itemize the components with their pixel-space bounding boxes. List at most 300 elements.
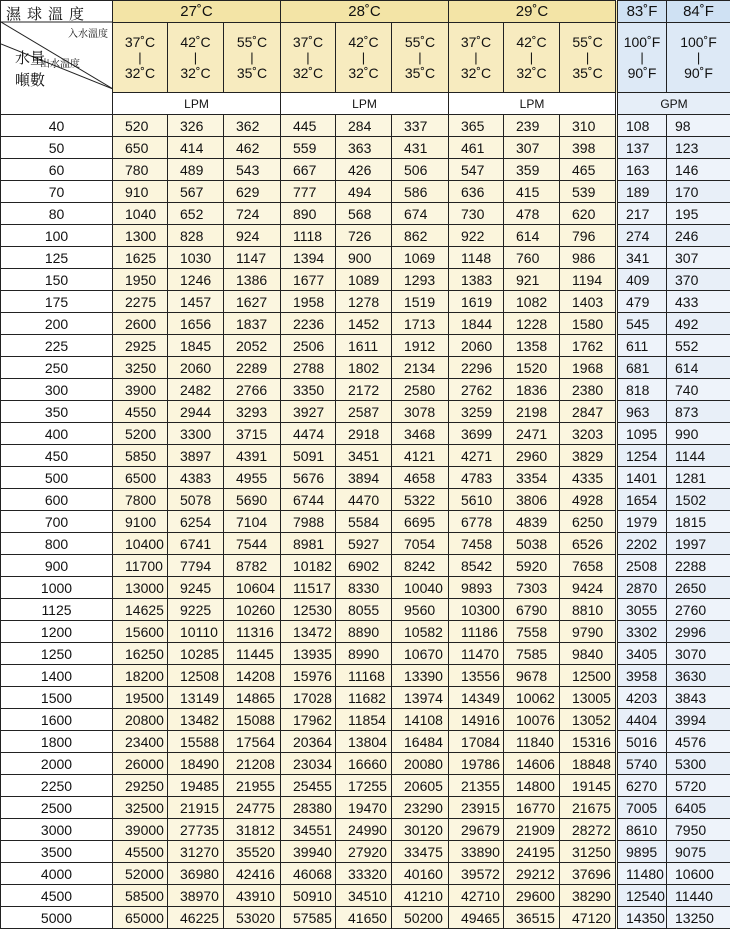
flow-cell: 12508: [168, 665, 224, 687]
flow-cell: 1147: [224, 247, 281, 269]
table-row: [1, 467, 730, 489]
tonnage-cell: 500: [1, 467, 113, 489]
flow-cell: 724: [224, 203, 281, 225]
table-row: [1, 665, 730, 687]
flow-cell: 14625: [113, 599, 168, 621]
temp-header-29c: 29˚C: [449, 1, 617, 23]
table-row: [1, 555, 730, 577]
flow-cell: 146: [667, 159, 730, 181]
flow-cell: 65000: [113, 907, 168, 929]
inlet-outlet-cell: [617, 23, 667, 93]
flow-cell: 34510: [336, 885, 392, 907]
flow-cell: 5200: [113, 423, 168, 445]
unit-lpm-29: LPM: [449, 93, 617, 115]
flow-cell: 4404: [617, 709, 667, 731]
table-row: [1, 907, 730, 929]
flow-cell: 21955: [224, 775, 281, 797]
flow-cell: 1069: [392, 247, 449, 269]
flow-cell: 16250: [113, 643, 168, 665]
flow-cell: 1619: [449, 291, 504, 313]
outlet-temp: 35˚C: [560, 65, 615, 82]
flow-cell: 13149: [168, 687, 224, 709]
flow-cell: 543: [224, 159, 281, 181]
flow-cell: 28380: [281, 797, 336, 819]
flow-cell: 40160: [392, 863, 449, 885]
flow-cell: 990: [667, 423, 730, 445]
flow-cell: 1148: [449, 247, 504, 269]
flow-cell: 1228: [504, 313, 560, 335]
flow-cell: 10040: [392, 577, 449, 599]
flow-cell: 567: [168, 181, 224, 203]
tonnage-cell: 1250: [1, 643, 113, 665]
outlet-temp: 32˚C: [281, 65, 335, 82]
flow-cell: 10582: [392, 621, 449, 643]
outlet-temp: 35˚C: [392, 65, 448, 82]
inlet-outlet-cell: [113, 23, 168, 93]
flow-cell: 31270: [168, 841, 224, 863]
inlet-outlet-cell: [449, 23, 504, 93]
flow-cell: 4391: [224, 445, 281, 467]
flow-cell: 12540: [617, 885, 667, 907]
flow-cell: 39000: [113, 819, 168, 841]
tonnage-cell: 900: [1, 555, 113, 577]
tonnage-cell: 3500: [1, 841, 113, 863]
flow-cell: 9840: [560, 643, 617, 665]
outlet-temp: 32˚C: [168, 65, 223, 82]
flow-cell: 4550: [113, 401, 168, 423]
flow-cell: 2847: [560, 401, 617, 423]
flow-cell: 2918: [336, 423, 392, 445]
flow-cell: 57585: [281, 907, 336, 929]
flow-cell: 1095: [617, 423, 667, 445]
flow-cell: 53020: [224, 907, 281, 929]
flow-cell: 29679: [449, 819, 504, 841]
tonnage-cell: 250: [1, 357, 113, 379]
flow-cell: 650: [113, 137, 168, 159]
flow-cell: 7005: [617, 797, 667, 819]
flow-cell: 2766: [224, 379, 281, 401]
flow-cell: 7458: [449, 533, 504, 555]
flow-cell: 1118: [281, 225, 336, 247]
flow-cell: 552: [667, 335, 730, 357]
flow-cell: 3806: [504, 489, 560, 511]
flow-cell: 445: [281, 115, 336, 137]
flow-cell: 14606: [504, 753, 560, 775]
flow-cell: 11316: [224, 621, 281, 643]
flow-cell: 50910: [281, 885, 336, 907]
flow-cell: 10110: [168, 621, 224, 643]
tonnage-cell: 1000: [1, 577, 113, 599]
flow-cell: 239: [504, 115, 560, 137]
flow-cell: 363: [336, 137, 392, 159]
flow-cell: 7054: [392, 533, 449, 555]
tonnage-cell: 300: [1, 379, 113, 401]
inlet-temp-label: 入水溫度: [68, 25, 108, 40]
flow-cell: 3354: [504, 467, 560, 489]
tonnage-cell: 350: [1, 401, 113, 423]
flow-cell: 28272: [560, 819, 617, 841]
flow-cell: 43910: [224, 885, 281, 907]
flow-cell: 14108: [392, 709, 449, 731]
table-row: [1, 511, 730, 533]
flow-cell: 23915: [449, 797, 504, 819]
tonnage-cell: 3000: [1, 819, 113, 841]
flow-cell: 9893: [449, 577, 504, 599]
flow-cell: 2198: [504, 401, 560, 423]
flow-cell: 2275: [113, 291, 168, 313]
flow-cell: 667: [281, 159, 336, 181]
flow-cell: 13935: [281, 643, 336, 665]
flow-cell: 370: [667, 269, 730, 291]
flow-cell: 873: [667, 401, 730, 423]
flow-cell: 3055: [617, 599, 667, 621]
flow-cell: 4203: [617, 687, 667, 709]
inlet-temp: 42˚C: [168, 34, 223, 51]
flow-cell: 11682: [336, 687, 392, 709]
flow-cell: 11168: [336, 665, 392, 687]
flow-cell: 14208: [224, 665, 281, 687]
flow-cell: 362: [224, 115, 281, 137]
outlet-temp: 90˚F: [667, 65, 730, 82]
flow-cell: 23034: [281, 753, 336, 775]
table-row: [1, 819, 730, 841]
flow-cell: 1082: [504, 291, 560, 313]
flow-cell: 1520: [504, 357, 560, 379]
unit-gpm: GPM: [617, 93, 730, 115]
flow-cell: 9678: [504, 665, 560, 687]
flow-cell: 10260: [224, 599, 281, 621]
flow-cell: 195: [667, 203, 730, 225]
flow-cell: 545: [617, 313, 667, 335]
table-row: [1, 379, 730, 401]
flow-cell: 620: [560, 203, 617, 225]
flow-cell: 284: [336, 115, 392, 137]
flow-cell: 922: [449, 225, 504, 247]
inlet-outlet-cell: [281, 23, 336, 93]
flow-cell: 20605: [392, 775, 449, 797]
flow-cell: 11470: [449, 643, 504, 665]
range-bar: |: [113, 51, 167, 65]
flow-cell: 7794: [168, 555, 224, 577]
tonnage-cell: 40: [1, 115, 113, 137]
flow-cell: 58500: [113, 885, 168, 907]
flow-cell: 10400: [113, 533, 168, 555]
table-row: [1, 599, 730, 621]
flow-cell: 3259: [449, 401, 504, 423]
flow-cell: 4121: [392, 445, 449, 467]
tonnage-cell: 600: [1, 489, 113, 511]
tonnage-cell: 2000: [1, 753, 113, 775]
flow-cell: 6741: [168, 533, 224, 555]
table-row: [1, 269, 730, 291]
flow-cell: 37696: [560, 863, 617, 885]
flow-cell: 12500: [560, 665, 617, 687]
flow-cell: 13556: [449, 665, 504, 687]
range-bar: |: [168, 51, 223, 65]
flow-cell: 489: [168, 159, 224, 181]
tonnage-cell: 80: [1, 203, 113, 225]
flow-cell: 10300: [449, 599, 504, 621]
tonnage-cell: 225: [1, 335, 113, 357]
flow-cell: 1836: [504, 379, 560, 401]
flow-cell: 21208: [224, 753, 281, 775]
tonnage-cell: 4000: [1, 863, 113, 885]
flow-cell: 9560: [392, 599, 449, 621]
flow-cell: 11700: [113, 555, 168, 577]
flow-cell: 2762: [449, 379, 504, 401]
flow-cell: 38290: [560, 885, 617, 907]
flow-cell: 3078: [392, 401, 449, 423]
flow-cell: 15088: [224, 709, 281, 731]
flow-cell: 862: [392, 225, 449, 247]
flow-cell: 614: [667, 357, 730, 379]
flow-cell: 29212: [504, 863, 560, 885]
flow-cell: 9225: [168, 599, 224, 621]
flow-cell: 39572: [449, 863, 504, 885]
inlet-outlet-cell: [336, 23, 392, 93]
flow-cell: 4839: [504, 511, 560, 533]
tonnage-cell: 1200: [1, 621, 113, 643]
flow-cell: 7988: [281, 511, 336, 533]
inlet-outlet-cell: [560, 23, 617, 93]
inlet-temp: 55˚C: [560, 34, 615, 51]
flow-cell: 14916: [449, 709, 504, 731]
flow-cell: 414: [168, 137, 224, 159]
inlet-outlet-cell: [667, 23, 730, 93]
flow-cell: 13482: [168, 709, 224, 731]
flow-cell: 433: [667, 291, 730, 313]
flow-cell: 1452: [336, 313, 392, 335]
flow-cell: 42416: [224, 863, 281, 885]
flow-cell: 1293: [392, 269, 449, 291]
flow-cell: 1979: [617, 511, 667, 533]
flow-cell: 3829: [560, 445, 617, 467]
table-row: [1, 203, 730, 225]
range-bar: |: [618, 51, 666, 65]
table-row: [1, 291, 730, 313]
flow-cell: 30120: [392, 819, 449, 841]
flow-cell: 4474: [281, 423, 336, 445]
flow-cell: 2996: [667, 621, 730, 643]
flow-cell: 1254: [617, 445, 667, 467]
flow-cell: 1845: [168, 335, 224, 357]
flow-cell: 23290: [392, 797, 449, 819]
flow-cell: 23400: [113, 731, 168, 753]
flow-cell: 1762: [560, 335, 617, 357]
flow-cell: 726: [336, 225, 392, 247]
flow-cell: 3715: [224, 423, 281, 445]
flow-cell: 636: [449, 181, 504, 203]
flow-cell: 986: [560, 247, 617, 269]
table-row: [1, 797, 730, 819]
flow-cell: 10670: [392, 643, 449, 665]
flow-cell: 6500: [113, 467, 168, 489]
flow-cell: 4470: [336, 489, 392, 511]
inlet-outlet-cell: [504, 23, 560, 93]
flow-cell: 10062: [504, 687, 560, 709]
flow-cell: 8610: [617, 819, 667, 841]
tonnage-cell: 5000: [1, 907, 113, 929]
flow-cell: 11440: [667, 885, 730, 907]
flow-cell: 326: [168, 115, 224, 137]
flow-cell: 365: [449, 115, 504, 137]
range-bar: |: [449, 51, 503, 65]
flow-cell: 17564: [224, 731, 281, 753]
flow-cell: 7544: [224, 533, 281, 555]
flow-cell: 11186: [449, 621, 504, 643]
flow-cell: 586: [392, 181, 449, 203]
flow-cell: 4271: [449, 445, 504, 467]
flow-cell: 1281: [667, 467, 730, 489]
flow-cell: 4335: [560, 467, 617, 489]
flow-cell: 7585: [504, 643, 560, 665]
table-row: [1, 225, 730, 247]
flow-cell: 547: [449, 159, 504, 181]
flow-cell: 6270: [617, 775, 667, 797]
flow-cell: 29250: [113, 775, 168, 797]
range-bar: |: [336, 51, 391, 65]
flow-cell: 13804: [336, 731, 392, 753]
flow-cell: 760: [504, 247, 560, 269]
flow-cell: 10182: [281, 555, 336, 577]
flow-cell: 46225: [168, 907, 224, 929]
flow-cell: 6790: [504, 599, 560, 621]
flow-cell: 2944: [168, 401, 224, 423]
inlet-temp: 42˚C: [336, 34, 391, 51]
table-row: [1, 533, 730, 555]
flow-cell: 730: [449, 203, 504, 225]
flow-cell: 1194: [560, 269, 617, 291]
flow-cell: 9075: [667, 841, 730, 863]
tonnage-cell: 1500: [1, 687, 113, 709]
flow-cell: 10076: [504, 709, 560, 731]
flow-cell: 740: [667, 379, 730, 401]
flow-cell: 5850: [113, 445, 168, 467]
flow-cell: 8990: [336, 643, 392, 665]
tonnage-cell: 60: [1, 159, 113, 181]
flow-cell: 2172: [336, 379, 392, 401]
flow-cell: 3897: [168, 445, 224, 467]
flow-cell: 2134: [392, 357, 449, 379]
flow-cell: 18490: [168, 753, 224, 775]
flow-cell: 8055: [336, 599, 392, 621]
flow-cell: 539: [560, 181, 617, 203]
flow-cell: 5690: [224, 489, 281, 511]
flow-cell: 1625: [113, 247, 168, 269]
outlet-temp: 32˚C: [449, 65, 503, 82]
flow-cell: 29600: [504, 885, 560, 907]
flow-cell: 681: [617, 357, 667, 379]
table-row: [1, 753, 730, 775]
flow-cell: 18848: [560, 753, 617, 775]
flow-cell: 1656: [168, 313, 224, 335]
flow-cell: 19145: [560, 775, 617, 797]
flow-cell: 3958: [617, 665, 667, 687]
inlet-outlet-cell: [392, 23, 449, 93]
flow-cell: 1040: [113, 203, 168, 225]
inlet-temp: 100˚F: [667, 34, 730, 51]
flow-cell: 1386: [224, 269, 281, 291]
table-row: [1, 687, 730, 709]
flow-cell: 3293: [224, 401, 281, 423]
flow-cell: 2288: [667, 555, 730, 577]
flow-cell: 492: [667, 313, 730, 335]
header-corner: [1, 1, 113, 115]
flow-cell: 15976: [281, 665, 336, 687]
flow-cell: 1950: [113, 269, 168, 291]
flow-cell: 6250: [560, 511, 617, 533]
tonnage-cell: 1800: [1, 731, 113, 753]
flow-cell: 2508: [617, 555, 667, 577]
flow-cell: 629: [224, 181, 281, 203]
inlet-temp: 37˚C: [113, 34, 167, 51]
flow-cell: 21915: [168, 797, 224, 819]
flow-cell: 137: [617, 137, 667, 159]
flow-cell: 1089: [336, 269, 392, 291]
flow-cell: 7950: [667, 819, 730, 841]
table-row: [1, 577, 730, 599]
flow-cell: 310: [560, 115, 617, 137]
flow-cell: 1030: [168, 247, 224, 269]
flow-cell: 25455: [281, 775, 336, 797]
inlet-temp: 37˚C: [449, 34, 503, 51]
flow-cell: 1912: [392, 335, 449, 357]
table-body: [1, 115, 730, 929]
flow-cell: 98: [667, 115, 730, 137]
table-row: [1, 423, 730, 445]
flow-cell: 1677: [281, 269, 336, 291]
flow-cell: 3699: [449, 423, 504, 445]
flow-cell: 15600: [113, 621, 168, 643]
flow-cell: 2587: [336, 401, 392, 423]
flow-cell: 1802: [336, 357, 392, 379]
flow-cell: 4928: [560, 489, 617, 511]
flow-cell: 189: [617, 181, 667, 203]
flow-cell: 8242: [392, 555, 449, 577]
flow-cell: 1401: [617, 467, 667, 489]
flow-cell: 1144: [667, 445, 730, 467]
tonnage-cell: 400: [1, 423, 113, 445]
table-row: [1, 401, 730, 423]
flow-cell: 15588: [168, 731, 224, 753]
flow-cell: 31812: [224, 819, 281, 841]
flow-cell: 12530: [281, 599, 336, 621]
flow-cell: 13390: [392, 665, 449, 687]
table-row: [1, 863, 730, 885]
flow-cell: 611: [617, 335, 667, 357]
flow-cell: 4783: [449, 467, 504, 489]
flow-cell: 3405: [617, 643, 667, 665]
flow-cell: 7800: [113, 489, 168, 511]
flow-cell: 2506: [281, 335, 336, 357]
flow-cell: 45500: [113, 841, 168, 863]
range-bar: |: [392, 51, 448, 65]
flow-cell: 307: [667, 247, 730, 269]
inlet-outlet-cell: [224, 23, 281, 93]
flow-cell: 2760: [667, 599, 730, 621]
flow-cell: 3843: [667, 687, 730, 709]
flow-cell: 1358: [504, 335, 560, 357]
table-row: [1, 335, 730, 357]
flow-cell: 17084: [449, 731, 504, 753]
tonnage-cell: 700: [1, 511, 113, 533]
flow-cell: 652: [168, 203, 224, 225]
inlet-temp: 55˚C: [392, 34, 448, 51]
flow-cell: 3630: [667, 665, 730, 687]
flow-cell: 17028: [281, 687, 336, 709]
flow-cell: 170: [667, 181, 730, 203]
table-row: [1, 731, 730, 753]
